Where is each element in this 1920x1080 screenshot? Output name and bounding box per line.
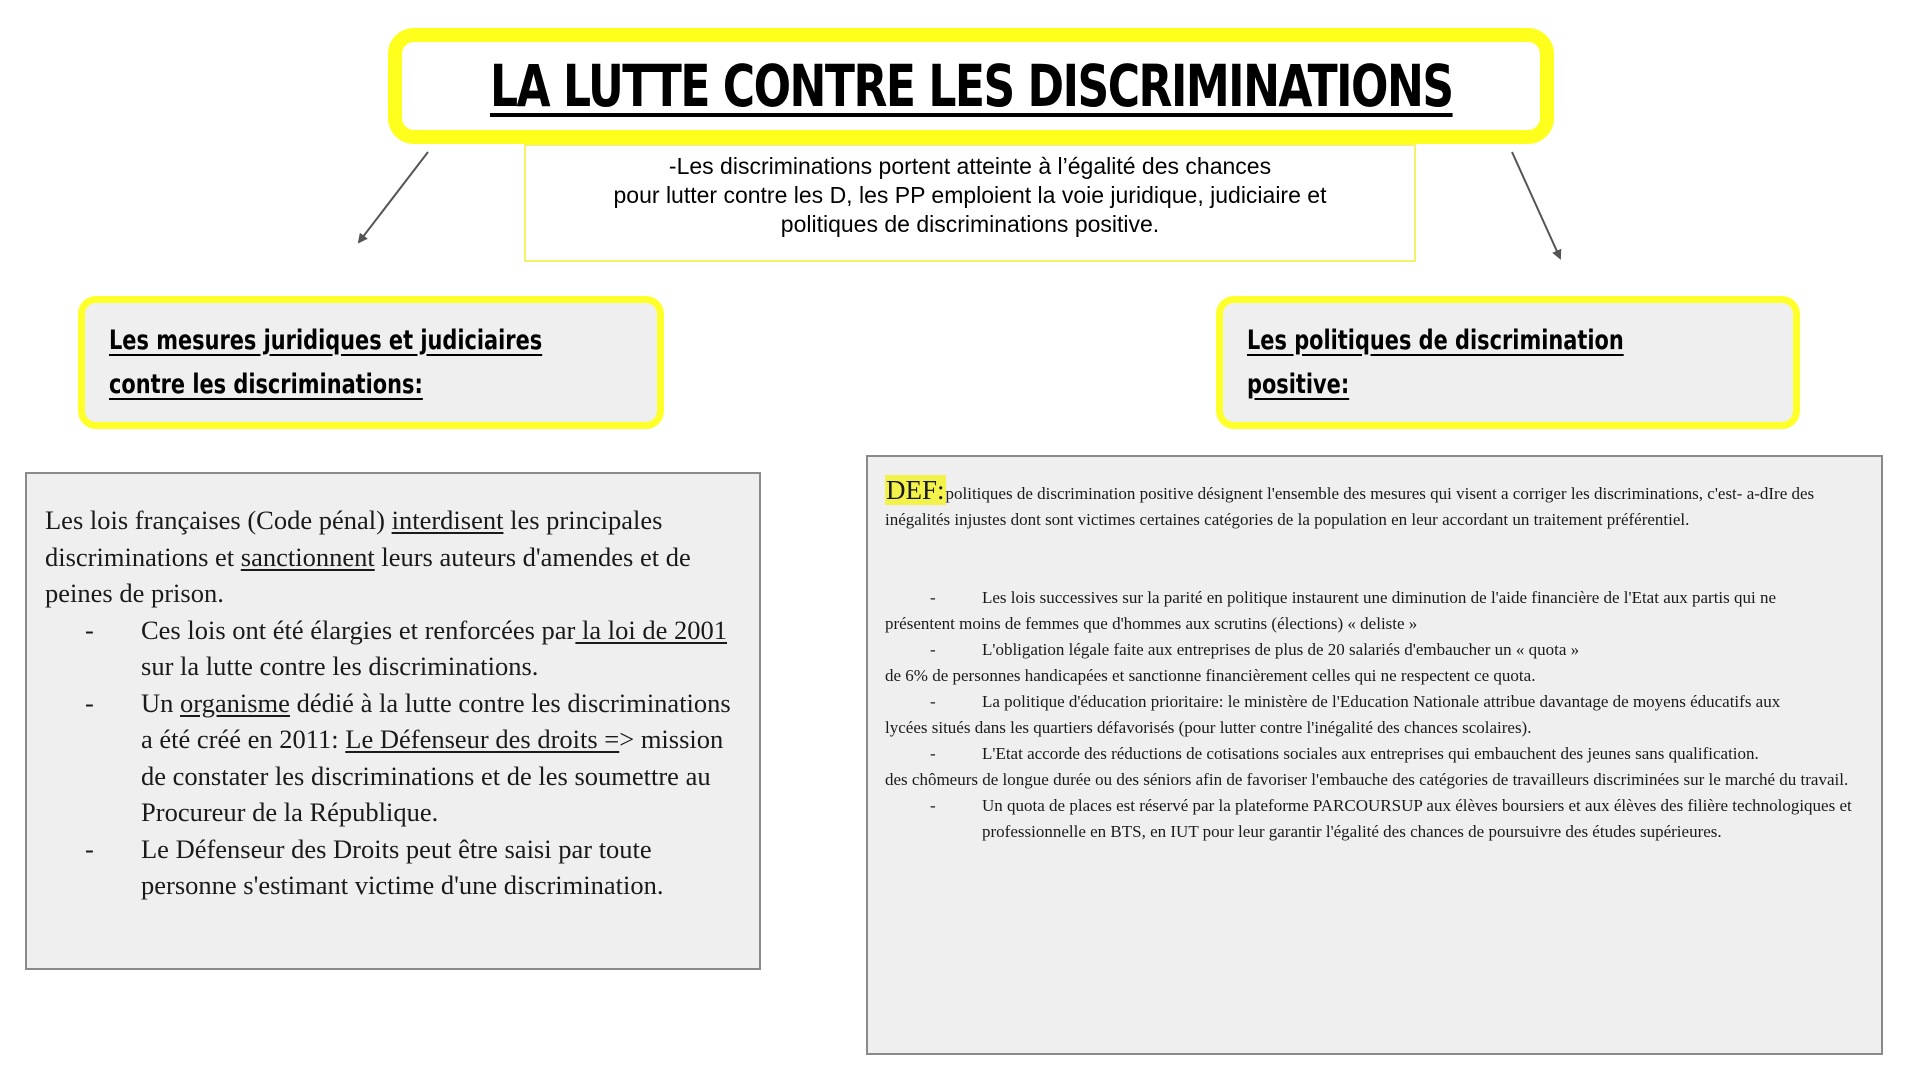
underlined-text: interdisent	[391, 505, 504, 535]
left-section-header	[78, 296, 664, 429]
intro-box	[524, 144, 1416, 262]
intro-line: pour lutter contre les D, les PP emploient la voie juridique, judiciaire et	[613, 182, 1327, 208]
text-run: leurs auteurs d'amendes et de peines de prison.	[45, 541, 691, 608]
left-content-box	[25, 472, 761, 970]
text-run: Le Défenseur des Droits peut être saisi par toute personne s'estimant victime d'une discrimination.	[141, 833, 664, 900]
definition-paragraph	[885, 475, 1863, 533]
list-item-continuation: de 6% de personnes handicapées et sanctionne financièrement celles qui ne respectent ce quota.	[885, 666, 1536, 685]
page-title: LA LUTTE CONTRE LES DISCRIMINATIONS	[489, 52, 1453, 120]
left-section-title: Les mesures juridiques et judiciaires contre les discriminations:	[109, 324, 543, 400]
title-box	[388, 28, 1554, 144]
underlined-text: organisme	[180, 687, 290, 718]
right-content-box	[866, 455, 1883, 1055]
list-item: - L'obligation légale faite aux entreprises de plus de 20 salariés d'embaucher un « quota »	[885, 637, 1863, 663]
arrow-left	[359, 152, 428, 242]
text-run: Un	[141, 687, 181, 718]
text-run: > mission de constater les discriminations et de les soumettre au Procureur de la République.	[141, 724, 724, 827]
text-run: les principales discriminations et	[45, 505, 663, 572]
list-item: - Un quota de places est réservé par la plateforme PARCOURSUP aux élèves boursiers et aux élèves des filière technologiques et professionnelle en BTS, en IUT pour leur garantir l'égalité des chances de poursuivre des études supérieures.	[885, 793, 1863, 845]
definition-label: DEF:	[886, 475, 945, 505]
arrow-right	[1512, 152, 1560, 258]
underlined-text: sanctionnent	[240, 541, 375, 572]
underlined-text: Le Défenseur des droits =	[345, 724, 620, 754]
text-run: Ces lois ont été élargies et renforcées par	[141, 614, 576, 645]
list-item-continuation: des chômeurs de longue durée ou des séniors afin de favoriser l'embauche des catégories de travailleurs discriminées sur le marché du travail.	[885, 770, 1849, 789]
underlined-text: la loi de 2001	[575, 614, 728, 645]
list-item	[45, 685, 741, 831]
right-section-header	[1216, 296, 1800, 429]
definition-text: politiques de discrimination positive désignent l'ensemble des mesures qui visent a corriger les discriminations, c'est- a-dIre des inégalités injustes dont sont victimes certaines catégories de la population en leur accordant un traitement préférentiel.	[885, 484, 1815, 529]
list-item: - L'Etat accorde des réductions de cotisations sociales aux entreprises qui embauchent des jeunes sans qualification.	[885, 741, 1863, 767]
intro-line: politiques de discriminations positive.	[780, 211, 1160, 237]
right-section-title: Les politiques de discrimination positive:	[1247, 324, 1624, 400]
text-run: sur la lutte contre les discriminations.	[141, 651, 539, 681]
list-item: - Les lois successives sur la parité en politique instaurent une diminution de l'aide financière de l'Etat aux partis qui ne	[885, 585, 1863, 611]
left-bullet-list	[45, 612, 741, 904]
text-run: Les lois françaises (Code pénal)	[45, 505, 392, 535]
text-run: dédié à la lutte contre les discriminations a été créé en 2011:	[141, 687, 731, 754]
list-item	[45, 831, 741, 904]
list-item	[45, 612, 741, 685]
left-intro-paragraph	[45, 502, 741, 612]
list-item: - La politique d'éducation prioritaire: le ministère de l'Education Nationale attribue davantage de moyens éducatifs aux	[885, 689, 1863, 715]
intro-line: -Les discriminations portent atteinte à l’égalité des chances	[668, 153, 1272, 179]
list-item-continuation: lycées situés dans les quartiers défavorisés (pour lutter contre l'inégalité des chances scolaires).	[885, 718, 1532, 737]
list-item-continuation: présentent moins de femmes que d'hommes aux scrutins (élections) « deliste »	[885, 614, 1418, 633]
